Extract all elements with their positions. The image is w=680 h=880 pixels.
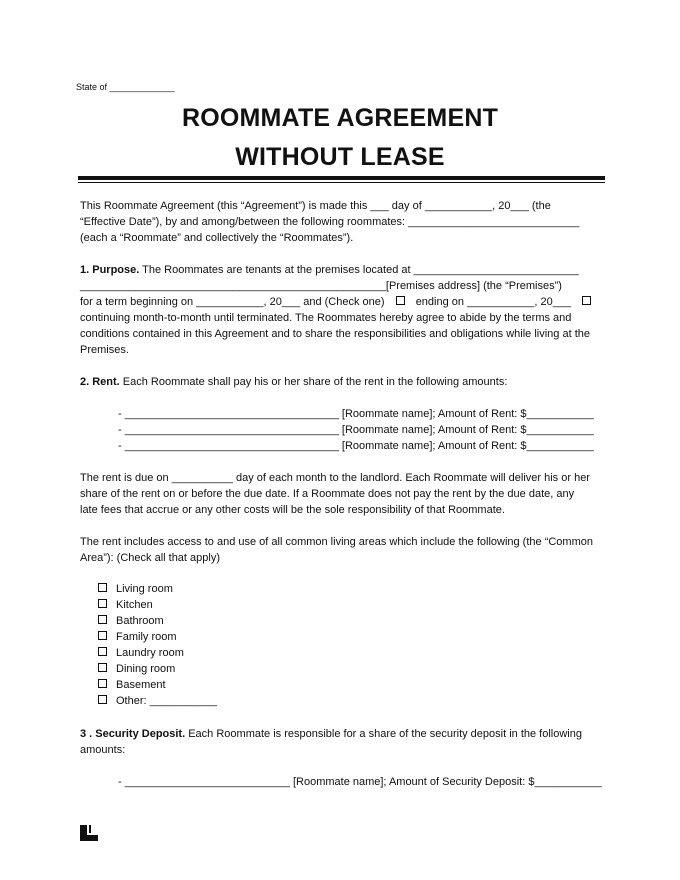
checkbox-icon[interactable]	[98, 679, 107, 688]
rent-roommate-line-3: - ___________________________________ [Roommate name]; Amount of Rent: $___________	[118, 440, 594, 452]
common-line1: The rent includes access to and use of all common living areas which include the following (the “Common	[80, 536, 593, 548]
purpose-ending-text: ending on ___________, 20___	[415, 296, 572, 308]
security-deposit-line: - ___________________________ [Roommate name]; Amount of Security Deposit: $___________	[118, 776, 602, 788]
rent-due-paragraph	[80, 470, 600, 518]
purpose-heading: 1. Purpose.	[80, 264, 140, 276]
purpose-line6: Premises.	[80, 344, 129, 356]
purpose-line1	[80, 262, 600, 278]
title-rule-thick	[78, 176, 605, 180]
checkbox-icon[interactable]	[582, 296, 591, 305]
checkbox-icon[interactable]	[98, 631, 107, 640]
rent-due-line3: late fees that accrue or any other costs will be the sole responsibility of that Roommate.	[80, 504, 505, 516]
checkbox-icon[interactable]	[98, 647, 107, 656]
purpose-line4: continuing month-to-month until terminated. The Roommates hereby agree to abide by the terms and	[80, 312, 572, 324]
rent-due-line2: share of the rent on or before the due date. If a Roommate does not pay the rent by the due date, any	[80, 488, 575, 500]
purpose-text-line1: The Roommates are tenants at the premises located at ___________________________	[142, 264, 579, 276]
security-deposit-paragraph	[80, 726, 600, 758]
purpose-paragraph	[80, 262, 600, 358]
common-area-paragraph	[80, 534, 600, 566]
checkbox-icon[interactable]	[98, 695, 107, 704]
checkbox-icon[interactable]	[98, 583, 107, 592]
list-item	[98, 693, 217, 709]
checkbox-icon[interactable]	[98, 615, 107, 624]
common-area-label: Dining room	[116, 663, 176, 675]
purpose-term-text: for a term beginning on ___________, 20___ and (Check one)	[80, 296, 385, 308]
rent-paragraph	[80, 374, 600, 390]
common-area-label: Laundry room	[116, 647, 184, 659]
checkbox-icon[interactable]	[396, 296, 405, 305]
rent-roommate-line-2: - ___________________________________ [Roommate name]; Amount of Rent: $___________	[118, 424, 594, 436]
rent-due-line1: The rent is due on __________ day of each month to the landlord. Each Roommate will deliver his or her	[80, 472, 590, 484]
intro-line1: This Roommate Agreement (this “Agreement”) is made this ___ day of ___________, 20___ (the	[80, 200, 551, 212]
purpose-line3	[80, 294, 600, 310]
list-item	[98, 661, 217, 677]
common-line2: Area”): (Check all that apply)	[80, 552, 220, 564]
state-of-line: State of _____________	[76, 82, 175, 92]
list-item	[98, 597, 217, 613]
rent-heading: 2. Rent.	[80, 376, 120, 388]
logo-icon	[80, 825, 98, 846]
intro-line3: (each a “Roommate” and collectively the “Roommates”).	[80, 232, 354, 244]
security-text-line1: Each Roommate is responsible for a share of the security deposit in the following	[188, 728, 582, 740]
document-title-line1: ROOMMATE AGREEMENT	[181, 104, 499, 132]
title-rule-thin	[78, 182, 605, 183]
rent-text: Each Roommate shall pay his or her share of the rent in the following amounts:	[122, 376, 508, 388]
common-area-checklist	[98, 581, 217, 709]
common-area-label: Other: ___________	[116, 695, 217, 707]
security-heading: 3 . Security Deposit.	[80, 728, 186, 740]
common-area-label: Basement	[116, 679, 166, 691]
list-item	[98, 581, 217, 597]
list-item	[98, 645, 217, 661]
security-text-line2: amounts:	[80, 744, 126, 756]
common-area-label: Family room	[116, 631, 177, 643]
intro-paragraph	[80, 198, 600, 246]
purpose-line2: __________________________________________________[Premises address] (the “Premises”)	[80, 280, 562, 292]
common-area-label: Living room	[116, 583, 173, 595]
purpose-line5: conditions contained in this Agreement and to share the responsibilities and obligations while living at the	[80, 328, 590, 340]
common-area-label: Kitchen	[116, 599, 153, 611]
common-area-label: Bathroom	[116, 615, 164, 627]
checkbox-icon[interactable]	[98, 663, 107, 672]
checkbox-icon[interactable]	[98, 599, 107, 608]
document-title-line2: WITHOUT LEASE	[235, 143, 445, 171]
list-item	[98, 613, 217, 629]
list-item	[98, 629, 217, 645]
list-item	[98, 677, 217, 693]
rent-roommate-line-1: - ___________________________________ [Roommate name]; Amount of Rent: $___________	[118, 408, 594, 420]
intro-line2: “Effective Date”), by and among/between the following roommates: ____________________________	[80, 216, 580, 228]
